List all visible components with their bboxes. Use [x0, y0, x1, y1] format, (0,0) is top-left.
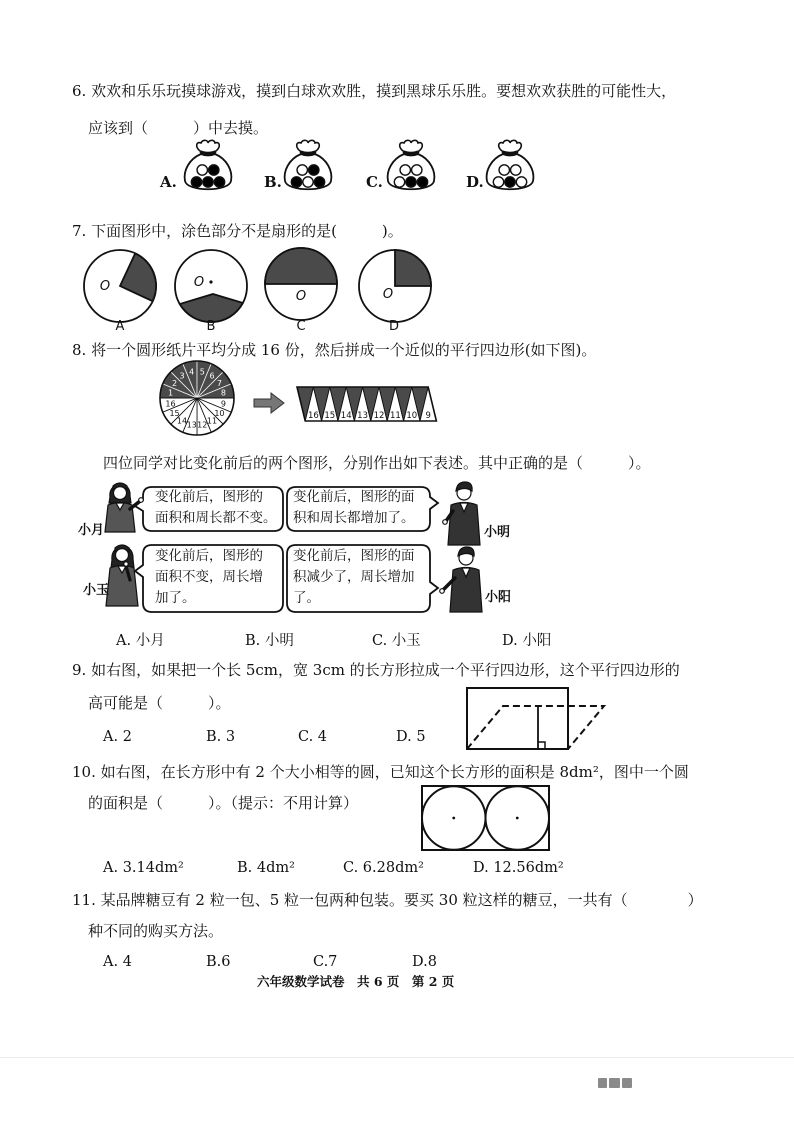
- q8-stem: 8. 将一个圆形纸片平均分成 16 份，然后拼成一个近似的平行四边形(如下图)。: [72, 341, 597, 359]
- bubble-text-xiaoyang: [293, 546, 415, 609]
- q10-center-dot-right: [516, 817, 519, 820]
- q7-center-label-a: O: [99, 279, 111, 294]
- q8-option-a: A. 小月: [116, 633, 165, 649]
- ball-white: [493, 177, 503, 187]
- circle-number: 3: [179, 371, 185, 381]
- circle-number: 1: [167, 388, 174, 398]
- circle-number: 6: [209, 371, 215, 381]
- strip-number: 13: [357, 411, 369, 421]
- q8-divided-circle: [160, 361, 234, 435]
- q11-option-d: D.8: [412, 954, 437, 970]
- strip-number: 14: [340, 411, 352, 421]
- strip-number: 16: [307, 411, 319, 421]
- scan-edge-line: [0, 1057, 794, 1058]
- ball-black: [309, 165, 319, 175]
- q7-center-label-d: O: [382, 287, 394, 302]
- q11-option-b: B.6: [206, 954, 231, 970]
- strip-number: 10: [406, 411, 418, 421]
- bubble-line: 变化前后，图形的: [155, 548, 263, 564]
- bubble-line: 积减少了，周长增加: [293, 569, 415, 585]
- q10-stem-line2: 的面积是（ ）。（提示：不用计算）: [88, 794, 359, 812]
- q9-stem-line2: 高可能是（ ）。: [88, 694, 231, 712]
- q9-right-angle-mark: [538, 742, 545, 749]
- q7-option-b-label: B: [206, 319, 216, 334]
- ball-black: [406, 177, 416, 187]
- circle-number: 12: [197, 420, 208, 430]
- circle-number: 8: [220, 388, 227, 398]
- q7-center-label-c: O: [295, 289, 307, 304]
- bubble-line: 面积和周长都不变。: [155, 510, 277, 526]
- q7-circle-c: [265, 248, 337, 320]
- ball-black: [417, 177, 427, 187]
- bubble-line: 变化前后，图形的: [155, 489, 263, 505]
- bubble-line: 积和周长都增加了。: [293, 510, 415, 526]
- q9-option-a: A. 2: [103, 729, 132, 745]
- ball-white: [297, 165, 307, 175]
- student-name-xiaoming: 小明: [484, 525, 511, 540]
- ball-black: [214, 177, 224, 187]
- bag-knot: [197, 140, 220, 152]
- circle-number: 10: [214, 409, 225, 419]
- circle-number: 2: [172, 378, 178, 388]
- q7-circle-a: [84, 250, 156, 322]
- q6-stem-line2: 应该到（ ）中去摸。: [88, 119, 269, 137]
- q9-rectangle: [467, 688, 568, 749]
- student-name-xiaoyu: 小玉: [83, 583, 110, 598]
- circle-number: 14: [176, 416, 188, 426]
- circle-number: 4: [189, 367, 195, 377]
- q7-option-a-label: A: [115, 319, 125, 334]
- bag-b: [285, 140, 332, 189]
- ball-black: [209, 165, 219, 175]
- student-figure-xiaoyu: [106, 545, 138, 606]
- ball-white: [516, 177, 526, 187]
- q10-rectangle-circles-figure: [422, 786, 549, 850]
- q11-option-c: C.7: [313, 954, 338, 970]
- q10-option-a: A. 3.14dm²: [103, 860, 184, 876]
- circle-number: 11: [206, 416, 218, 426]
- ball-white: [511, 165, 521, 175]
- q10-stem-line1: 10. 如右图，在长方形中有 2 个大小相等的圆，已知这个长方形的面积是 8dm²，图中一个圆: [72, 763, 689, 781]
- ball-white: [197, 165, 207, 175]
- student-figure-xiaoming: [443, 482, 480, 545]
- q8-prompt: 四位同学对比变化前后的两个图形，分别作出如下表述。其中正确的是（ ）。: [103, 454, 651, 472]
- strip-number: 12: [373, 411, 385, 421]
- student-name-xiaoyue: 小月: [78, 523, 105, 538]
- ball-black: [314, 177, 324, 187]
- q8-option-b: B. 小明: [245, 633, 294, 649]
- q6-option-b-label: B.: [264, 173, 282, 191]
- ball-white: [400, 165, 410, 175]
- ball-black: [505, 177, 515, 187]
- ball-white: [303, 177, 313, 187]
- page-footer: 六年级数学试卷 共 6 页 第 2 页: [257, 974, 455, 989]
- strip-number: 9: [425, 411, 431, 421]
- q11-option-a: A. 4: [103, 954, 132, 970]
- q10-option-d: D. 12.56dm²: [473, 860, 564, 876]
- bag-knot: [499, 140, 522, 152]
- q7-center-label-b: O: [193, 275, 205, 290]
- q8-parallelogram-strip: [297, 387, 436, 421]
- q7-option-c-label: C: [296, 319, 306, 334]
- bubble-text-xiaoyu: [155, 546, 263, 609]
- circle-number: 7: [216, 378, 222, 388]
- q8-arrow: [254, 393, 284, 413]
- bubble-text-xiaoyue: [155, 487, 277, 529]
- strip-number: 11: [389, 411, 401, 421]
- circle-number: 13: [186, 420, 197, 430]
- q7-stem: 7. 下面图形中，涂色部分不是扇形的是( )。: [72, 222, 403, 240]
- q10-option-c: C. 6.28dm²: [343, 860, 424, 876]
- q11-stem-line2: 种不同的购买方法。: [88, 922, 224, 940]
- q7-figure: [84, 248, 431, 322]
- q9-option-c: C. 4: [298, 729, 328, 745]
- q8-option-c: C. 小玉: [372, 633, 421, 649]
- q7-circle-b: [175, 250, 247, 322]
- ball-white: [499, 165, 509, 175]
- q6-option-d-label: D.: [466, 173, 484, 191]
- q7-circle-d: [359, 250, 431, 322]
- q8-option-d: D. 小阳: [502, 633, 552, 649]
- q9-rectangle-figure: [467, 688, 604, 749]
- bubble-line: 变化前后，图形的面: [293, 548, 415, 564]
- bag-a: [185, 140, 232, 189]
- q10-option-b: B. 4dm²: [237, 860, 295, 876]
- q7-option-d-label: D: [388, 319, 400, 334]
- circle-number: 5: [199, 367, 205, 377]
- bag-knot: [400, 140, 423, 152]
- ball-black: [203, 177, 213, 187]
- bubble-line: 了。: [293, 590, 320, 606]
- circle-number: 9: [220, 399, 227, 409]
- q6-option-a-label: A.: [160, 173, 177, 191]
- bag-knot: [297, 140, 320, 152]
- corner-watermark-logo: [598, 1078, 632, 1088]
- circle-number: 15: [169, 409, 180, 419]
- ball-white: [412, 165, 422, 175]
- bag-c: [388, 140, 435, 189]
- q9-option-b: B. 3: [206, 729, 236, 745]
- ball-white: [394, 177, 404, 187]
- bubble-line: 变化前后，图形的面: [293, 489, 415, 505]
- q6-option-c-label: C.: [366, 173, 383, 191]
- bubble-line: 面积不变，周长增: [155, 569, 263, 585]
- bubble-text-xiaoming: [293, 487, 415, 529]
- q9-option-d: D. 5: [396, 729, 426, 745]
- q10-center-dot-left: [452, 817, 455, 820]
- ball-black: [191, 177, 201, 187]
- q11-stem-line1: 11. 某品牌糖豆有 2 粒一包、5 粒一包两种包装。要买 30 粒这样的糖豆，一共有（ ）: [72, 891, 703, 909]
- student-name-xiaoyang: 小阳: [485, 590, 512, 605]
- ball-black: [291, 177, 301, 187]
- q9-stem-line1: 9. 如右图，如果把一个长 5cm，宽 3cm 的长方形拉成一个平行四边形，这个平行四边形的: [72, 661, 680, 679]
- circle-number: 16: [165, 399, 176, 409]
- q9-dashed-parallelogram: [467, 706, 604, 749]
- strip-number: 15: [324, 411, 336, 421]
- q6-stem-line1: 6. 欢欢和乐乐玩摸球游戏，摸到白球欢欢胜，摸到黑球乐乐胜。要想欢欢获胜的可能性大，: [72, 82, 677, 100]
- bag-d: [487, 140, 534, 189]
- bubble-line: 加了。: [155, 590, 196, 606]
- student-figure-xiaoyang: [440, 547, 482, 612]
